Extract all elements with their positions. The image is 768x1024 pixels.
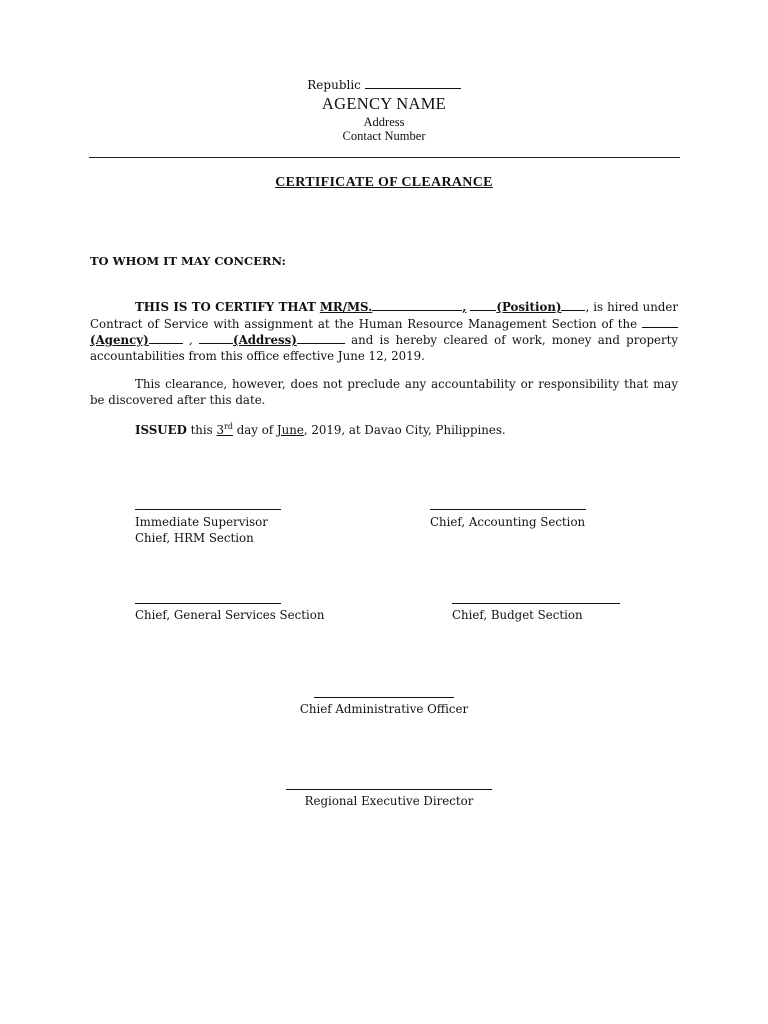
address-blank-left	[199, 332, 233, 344]
position-blank-left	[470, 299, 496, 311]
signature-block-budget	[452, 603, 620, 623]
issued-paragraph	[90, 423, 678, 439]
signature-block-immediate-supervisor	[135, 509, 281, 546]
header-divider	[89, 157, 680, 158]
issued-day-of: day of	[236, 423, 274, 437]
certification-paragraph	[90, 299, 678, 364]
position-placeholder: (Position)	[496, 300, 562, 314]
disclaimer-text: This clearance, however, does not preclude any accountability or responsibility that may be discovered after this date.	[90, 377, 678, 407]
signature-line	[430, 509, 586, 510]
certify-lead: THIS IS TO CERTIFY THAT	[135, 300, 316, 314]
signature-line	[135, 509, 281, 510]
paragraph1-text-b: ,	[188, 333, 193, 347]
honorific: MR/MS.	[319, 300, 373, 314]
signatory-title: Chief, Accounting Section	[430, 515, 586, 529]
agency-blank-right	[149, 332, 183, 344]
issued-this: this	[190, 423, 213, 437]
republic-line	[0, 78, 768, 92]
signature-block-chief-admin	[0, 697, 768, 717]
signature-line	[135, 603, 281, 604]
issued-day-number: 3	[216, 423, 224, 437]
name-blank	[372, 299, 462, 311]
republic-label: Republic	[307, 78, 361, 92]
address-placeholder: (Address)	[233, 333, 297, 347]
agency-blank-left	[642, 316, 678, 328]
salutation: TO WHOM IT MAY CONCERN:	[90, 254, 286, 268]
name-comma: ,	[462, 300, 467, 314]
signature-line	[314, 697, 454, 698]
issued-label: ISSUED	[135, 423, 187, 437]
paragraph1-text-a: , is hired under Contract of Service with assignment at the Human Resource Management Section of the	[90, 300, 679, 331]
signatory-title: Chief, Budget Section	[452, 608, 583, 622]
signatory-subtitle: Chief, HRM Section	[135, 531, 254, 545]
issued-day	[216, 423, 232, 437]
signatory-title: Chief Administrative Officer	[299, 702, 469, 716]
issued-month: June	[276, 423, 304, 437]
signature-block-regional-director	[0, 789, 768, 809]
certificate-title: CERTIFICATE OF CLEARANCE	[275, 175, 493, 190]
signatory-title: Immediate Supervisor	[135, 515, 268, 529]
position-blank-right	[561, 299, 585, 311]
signature-block-accounting	[430, 509, 586, 530]
republic-blank	[365, 78, 461, 89]
agency-placeholder: (Agency)	[90, 333, 149, 347]
disclaimer-paragraph	[90, 377, 678, 408]
signature-line	[286, 789, 492, 790]
issued-day-suffix: rd	[224, 422, 233, 432]
signatory-title: Chief, General Services Section	[135, 608, 325, 622]
signatory-title: Regional Executive Director	[304, 794, 474, 808]
agency-address: Address	[363, 115, 405, 129]
letterhead	[0, 78, 768, 143]
signature-line	[452, 603, 620, 604]
paragraph1-text-c: and is hereby cleared of work, money and property accountabilities from this office effective June 12, 2019.	[90, 333, 679, 363]
agency-name: AGENCY NAME	[321, 94, 447, 113]
address-blank-right	[297, 332, 345, 344]
issued-rest: , 2019, at Davao City, Philippines.	[303, 423, 506, 437]
signature-block-general-services	[135, 603, 324, 623]
agency-contact-number: Contact Number	[342, 129, 426, 143]
